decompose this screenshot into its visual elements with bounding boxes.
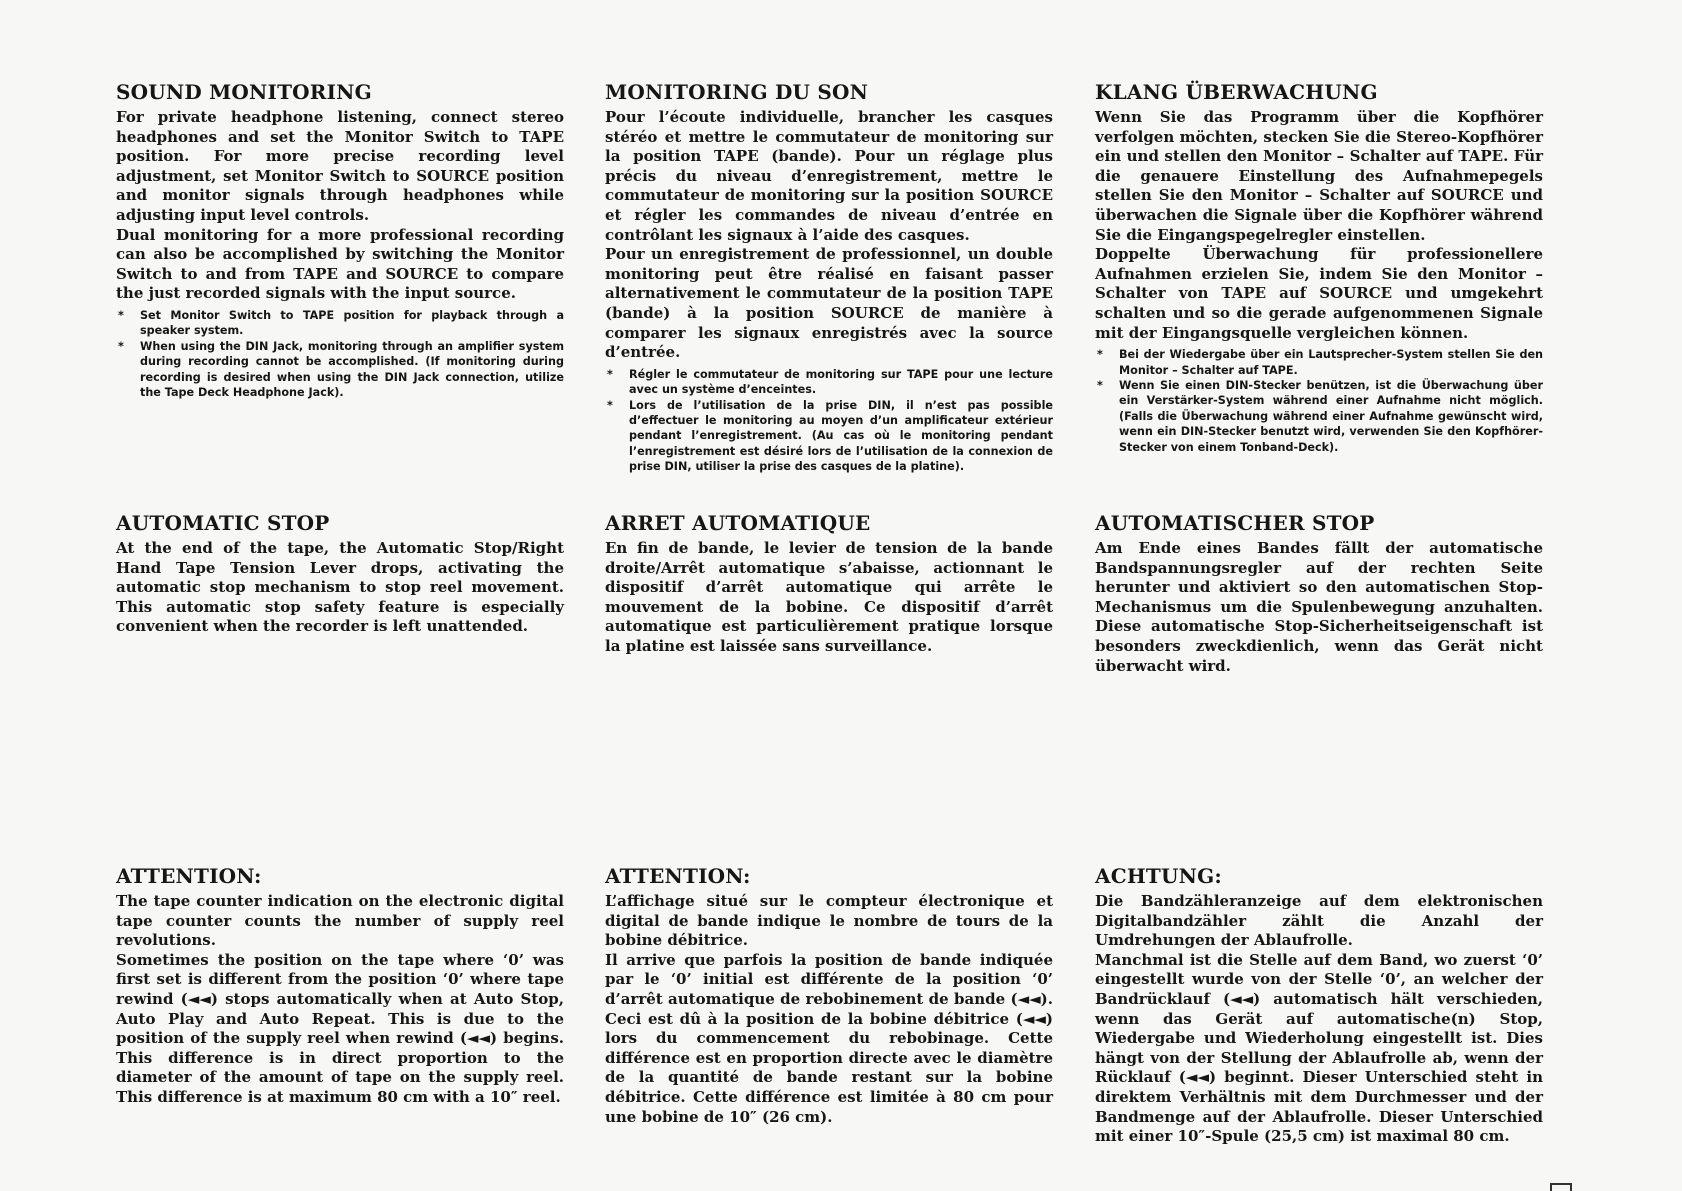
note-item	[1095, 378, 1543, 455]
section-automatischer-stop	[1095, 511, 1543, 676]
section-heading: ATTENTION:	[116, 864, 262, 888]
paragraph: Dual monitoring for a more professional recording can also be accomplished by switching the Monitor Switch to and from TAPE and SOURCE to compare the just recorded signals with the input source.	[116, 225, 564, 303]
note-item	[116, 308, 564, 339]
section-monitoring-du-son	[605, 80, 1053, 475]
paragraph: Il arrive que parfois la position de bande indiquée par le ‘0’ initial est différente de la position ‘0’ d’arrêt automatique de rebobinement de bande (◄◄). Ceci est dû à la position de la bobine débitrice (◄◄) lors du commencement du rebobinage. Cette différence est en proportion directe avec le diamètre de la quantité de bande restant sur la bobine débitrice. Cette différence est limitée à 80 cm pour une bobine de 10″ (26 cm).	[605, 950, 1053, 1126]
section-heading: ATTENTION:	[605, 864, 751, 888]
note-item	[605, 398, 1053, 475]
section-automatic-stop	[116, 511, 564, 637]
note-text: Set Monitor Switch to TAPE position for playback through a speaker system.	[140, 308, 564, 338]
notes-list	[1095, 347, 1543, 455]
section-achtung	[1095, 864, 1543, 1147]
section-heading: AUTOMATIC STOP	[116, 511, 330, 535]
paragraph: Manchmal ist die Stelle auf dem Band, wo zuerst ‘0’ eingestellt wurde von der Stelle ‘0’, an welcher der Bandrücklauf (◄◄) automatisch hält verschieden, wenn das Gerät auf automatische(n) Stop, Wiedergabe und Wiederholung eingestellt ist. Dies hängt von der Stellung der Ablaufrolle ab, wenn der Rücklauf (◄◄) beginnt. Dieser Unterschied steht in direktem Verhältnis mit dem Durchmesser und der Bandmenge auf der Ablaufrolle. Dieser Unterschied mit einer 10″-Spule (25,5 cm) ist maximal 80 cm.	[1095, 950, 1543, 1146]
section-heading: MONITORING DU SON	[605, 80, 869, 104]
paragraph: L’affichage situé sur le compteur électronique et digital de bande indique le nombre de tours de la bobine débitrice.	[605, 892, 1053, 950]
paragraph: Pour l’écoute individuelle, brancher les casques stéréo et mettre le commutateur de monitoring sur la position TAPE (bande). Pour un réglage plus précis du niveau d’enregistrement, mettre le commutateur de monitoring sur la position SOURCE et régler les commandes de niveau d’entrée en contrôlant les signaux à l’aide des casques.	[605, 108, 1053, 244]
section-heading: ACHTUNG:	[1095, 864, 1223, 888]
note-text: Lors de l’utilisation de la prise DIN, il n’est pas possible d’effectuer le monitoring au moyen d’un amplificateur extérieur pendant l’enregistrement. (Au cas où le monitoring pendant l’enregistrement est désiré lors de l’utilisation de la connexion de prise DIN, utiliser la prise des casques de la platine).	[629, 398, 1053, 474]
section-heading: KLANG ÜBERWACHUNG	[1095, 80, 1378, 104]
bullet-icon: *	[1097, 378, 1103, 392]
section-sound-monitoring	[116, 80, 564, 400]
notes-list	[116, 308, 564, 400]
note-item	[116, 339, 564, 401]
note-item	[605, 367, 1053, 398]
paragraph: En fin de bande, le levier de tension de la bande droite/Arrêt automatique s’abaisse, actionnant le dispositif d’arrêt automatique qui arrête le mouvement de la bobine. Ce dispositif d’arrêt automatique est particulièrement pratique lorsque la platine est laissée sans surveillance.	[605, 539, 1053, 655]
bullet-icon: *	[118, 308, 124, 322]
paragraph: For private headphone listening, connect stereo headphones and set the Monitor Switch to TAPE position. For more precise recording level adjustment, set Monitor Switch to SOURCE position and monitor signals through headphones while adjusting input level controls.	[116, 108, 564, 224]
section-heading: SOUND MONITORING	[116, 80, 372, 104]
note-item	[1095, 347, 1543, 378]
note-text: Régler le commutateur de monitoring sur TAPE pour une lecture avec un système d’enceintes.	[629, 367, 1053, 397]
paragraph: Wenn Sie das Programm über die Kopfhörer verfolgen möchten, stecken Sie die Stereo-Kopfhörer ein und stellen den Monitor – Schalter auf TAPE. Für die genauere Einstellung des Aufnahmepegels stellen Sie den Monitor – Schalter auf SOURCE und überwachen die Signale über die Kopfhörer während Sie die Eingangspegelregler einstellen.	[1095, 108, 1543, 244]
note-text: Wenn Sie einen DIN-Stecker benützen, ist die Überwachung über ein Verstärker-System während einer Aufnahme nicht möglich. (Falls die Überwachung während einer Aufnahme gewünscht wird, wenn ein DIN-Stecker benutzt wird, verwenden Sie den Kopfhörer-Stecker von einem Tonband-Deck).	[1119, 378, 1543, 454]
paragraph: Pour un enregistrement de professionnel, un double monitoring peut être réalisé en faisant passer alternativement le commutateur de la position TAPE (bande) à la position SOURCE de manière à comparer les signaux enregistrés avec la source d’entrée.	[605, 245, 1053, 362]
page-corner-mark	[1550, 1183, 1572, 1191]
paragraph: Die Bandzähleranzeige auf dem elektronischen Digitalbandzähler zählt die Anzahl der Umdrehungen der Ablaufrolle.	[1095, 892, 1543, 950]
notes-list	[605, 367, 1053, 475]
paragraph: At the end of the tape, the Automatic Stop/Right Hand Tape Tension Lever drops, activating the automatic stop mechanism to stop reel movement. This automatic stop safety feature is especially convenient when the recorder is left unattended.	[116, 539, 564, 636]
section-heading: ARRET AUTOMATIQUE	[605, 511, 871, 535]
bullet-icon: *	[118, 339, 124, 353]
paragraph: Sometimes the position on the tape where ‘0’ was first set is different from the position ‘0’ where tape rewind (◄◄) stops automatically when at Auto Stop, Auto Play and Auto Repeat. This is due to the position of the supply reel when rewind (◄◄) begins. This difference is in direct proportion to the diameter of the amount of tape on the supply reel. This difference is at maximum 80 cm with a 10″ reel.	[116, 950, 564, 1106]
paragraph: Am Ende eines Bandes fällt der automatische Bandspannungsregler auf der rechten Seite herunter und aktiviert so den automatischen Stop-Mechanismus um die Spulenbewegung anzuhalten. Diese automatische Stop-Sicherheitseigenschaft ist besonders zweckdienlich, wenn das Gerät nicht überwacht wird.	[1095, 539, 1543, 675]
bullet-icon: *	[607, 367, 613, 381]
note-text: Bei der Wiedergabe über ein Lautsprecher-System stellen Sie den Monitor – Schalter auf TAPE.	[1119, 348, 1543, 377]
section-attention	[116, 864, 564, 1108]
note-text: When using the DIN Jack, monitoring through an amplifier system during recording cannot be accomplished. (If monitoring during recording is desired when using the DIN Jack connection, utilize the Tape Deck Headphone Jack).	[140, 339, 564, 399]
bullet-icon: *	[1097, 348, 1103, 362]
section-attention	[605, 864, 1053, 1127]
paragraph: Doppelte Überwachung für professionellere Aufnahmen erzielen Sie, indem Sie den Monitor – Schalter von TAPE auf SOURCE und umgekehrt schalten und so die gerade aufgenommenen Signale mit der Eingangsquelle vergleichen können.	[1095, 245, 1543, 342]
section-klang-ueberwachung	[1095, 80, 1543, 455]
section-arret-automatique	[605, 511, 1053, 657]
paragraph: The tape counter indication on the electronic digital tape counter counts the number of supply reel revolutions.	[116, 892, 564, 950]
bullet-icon: *	[607, 398, 613, 412]
section-heading: AUTOMATISCHER STOP	[1095, 511, 1375, 535]
